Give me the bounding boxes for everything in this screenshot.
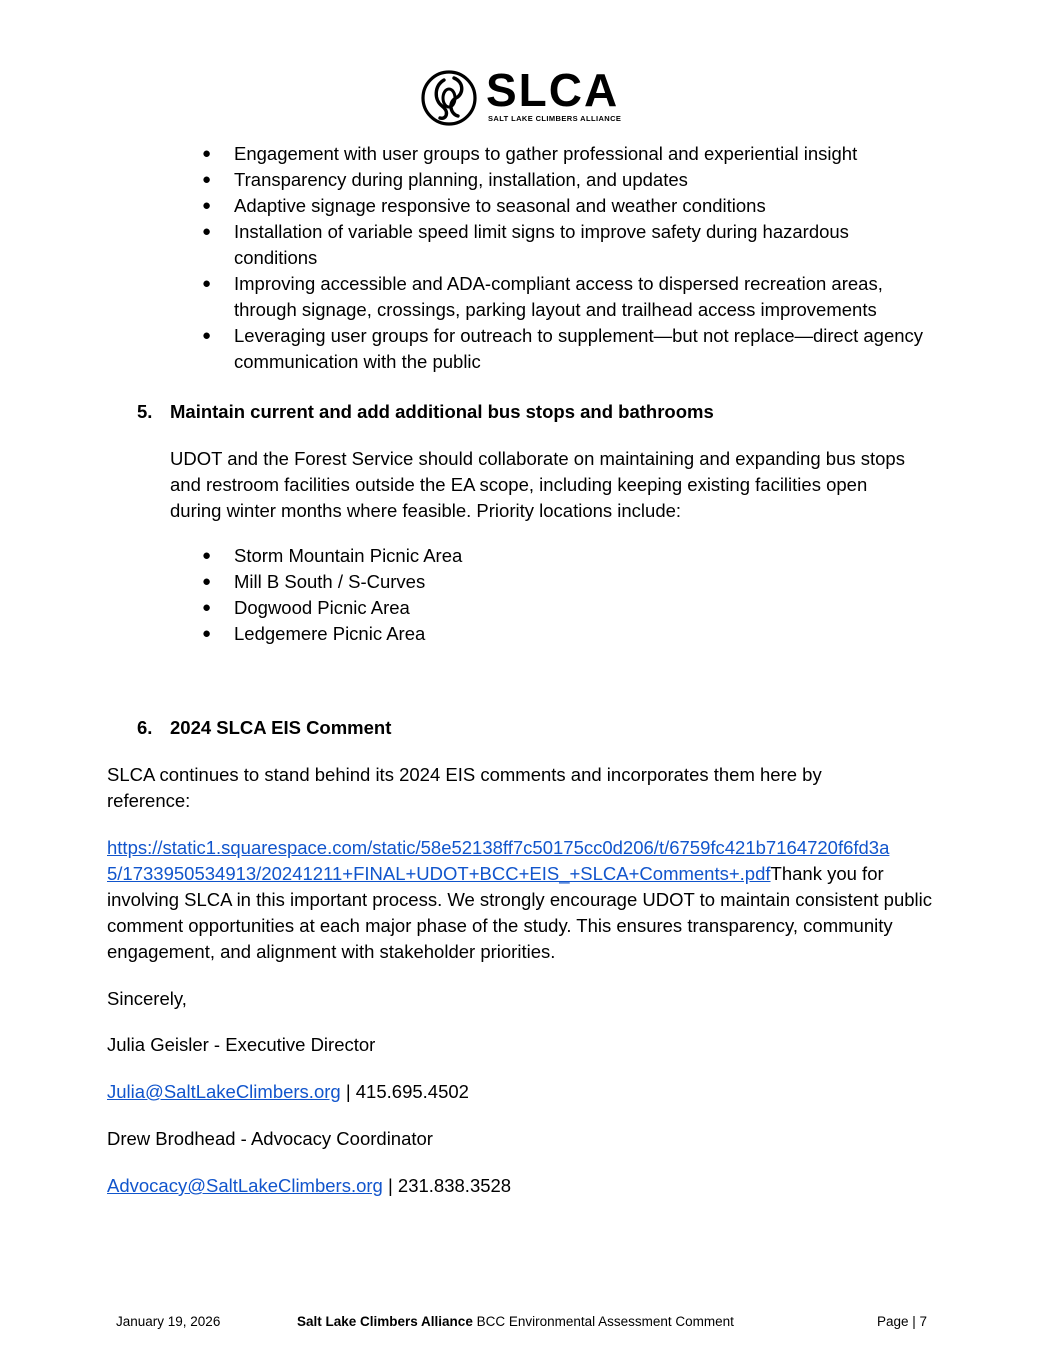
footer-title: [297, 1313, 734, 1331]
logo-wordmark: SLCA: [486, 64, 620, 116]
section-5-heading: [137, 399, 714, 425]
logo-subtitle: SALT LAKE CLIMBERS ALLIANCE: [488, 114, 622, 123]
contact-2-line: [107, 1173, 511, 1199]
section-title: 2024 SLCA EIS Comment: [170, 717, 392, 738]
footer-doc-title: BCC Environmental Assessment Comment: [472, 1314, 734, 1329]
list-item: ● Transparency during planning, installation, and updates: [198, 167, 924, 193]
eis-comment-link[interactable]: https://static1.squarespace.com/static/58e52138ff7c50175cc0d206/t/6759fc421b7164720f6fd3a: [107, 837, 890, 858]
sign-off: Sincerely,: [107, 988, 187, 1009]
contact-2-phone: | 231.838.3528: [382, 1175, 512, 1196]
list-item: ● Mill B South / S-Curves: [198, 569, 924, 595]
contact-1-line: [107, 1079, 469, 1105]
contact-2-email-link[interactable]: Advocacy@SaltLakeClimbers.org: [107, 1175, 383, 1196]
contact-1-name: Julia Geisler - Executive Director: [107, 1034, 376, 1055]
section-number: 6.: [137, 717, 153, 738]
section-number: 5.: [137, 401, 153, 422]
section-6-link-paragraph: [107, 835, 947, 965]
carabiner-icon: [420, 68, 480, 128]
footer-date: January 19, 2026: [116, 1314, 221, 1329]
closing-text: Thank you for: [770, 863, 884, 884]
section-6-heading: [137, 715, 391, 741]
slca-logo: [420, 64, 622, 126]
list-item: ● Leveraging user groups for outreach to supplement—but not replace—direct agency communication with the public: [198, 323, 924, 375]
section-6-intro: SLCA continues to stand behind its 2024 EIS comments and incorporates them here by reference:: [107, 764, 822, 811]
location-list: [198, 543, 924, 647]
contact-1-phone: | 415.695.4502: [340, 1081, 469, 1102]
list-item: ● Storm Mountain Picnic Area: [198, 543, 924, 569]
list-item: ● Installation of variable speed limit signs to improve safety during hazardous conditions: [198, 219, 924, 271]
footer-org: Salt Lake Climbers Alliance: [297, 1314, 473, 1329]
top-bullet-list: [198, 141, 924, 375]
contact-2-name: Drew Brodhead - Advocacy Coordinator: [107, 1128, 433, 1149]
closing-text: involving SLCA in this important process. We strongly encourage UDOT to maintain consistent public comment opportunities at each major phase of the study. This ensures transparency, community engagement, and alignment with stakeholder priorities.: [107, 889, 933, 962]
list-item: ● Dogwood Picnic Area: [198, 595, 924, 621]
list-item: ● Adaptive signage responsive to seasonal and weather conditions: [198, 193, 924, 219]
eis-comment-link-continued[interactable]: 5/1733950534913/20241211+FINAL+UDOT+BCC+EIS_+SLCA+Comments+.pdf: [107, 863, 771, 884]
list-item: ● Improving accessible and ADA-compliant access to dispersed recreation areas, through signage, crossings, parking layout and trailhead access improvements: [198, 271, 924, 323]
list-item: ● Ledgemere Picnic Area: [198, 621, 924, 647]
footer-page-number: Page | 7: [877, 1314, 928, 1329]
section-5-body: UDOT and the Forest Service should collaborate on maintaining and expanding bus stops and restroom facilities outside the EA scope, including keeping existing facilities open during winter months where feasible. Priority locations include:: [170, 448, 905, 521]
contact-1-email-link[interactable]: Julia@SaltLakeClimbers.org: [107, 1081, 341, 1102]
section-title: Maintain current and add additional bus stops and bathrooms: [170, 401, 714, 422]
list-item: ● Engagement with user groups to gather professional and experiential insight: [198, 141, 924, 167]
